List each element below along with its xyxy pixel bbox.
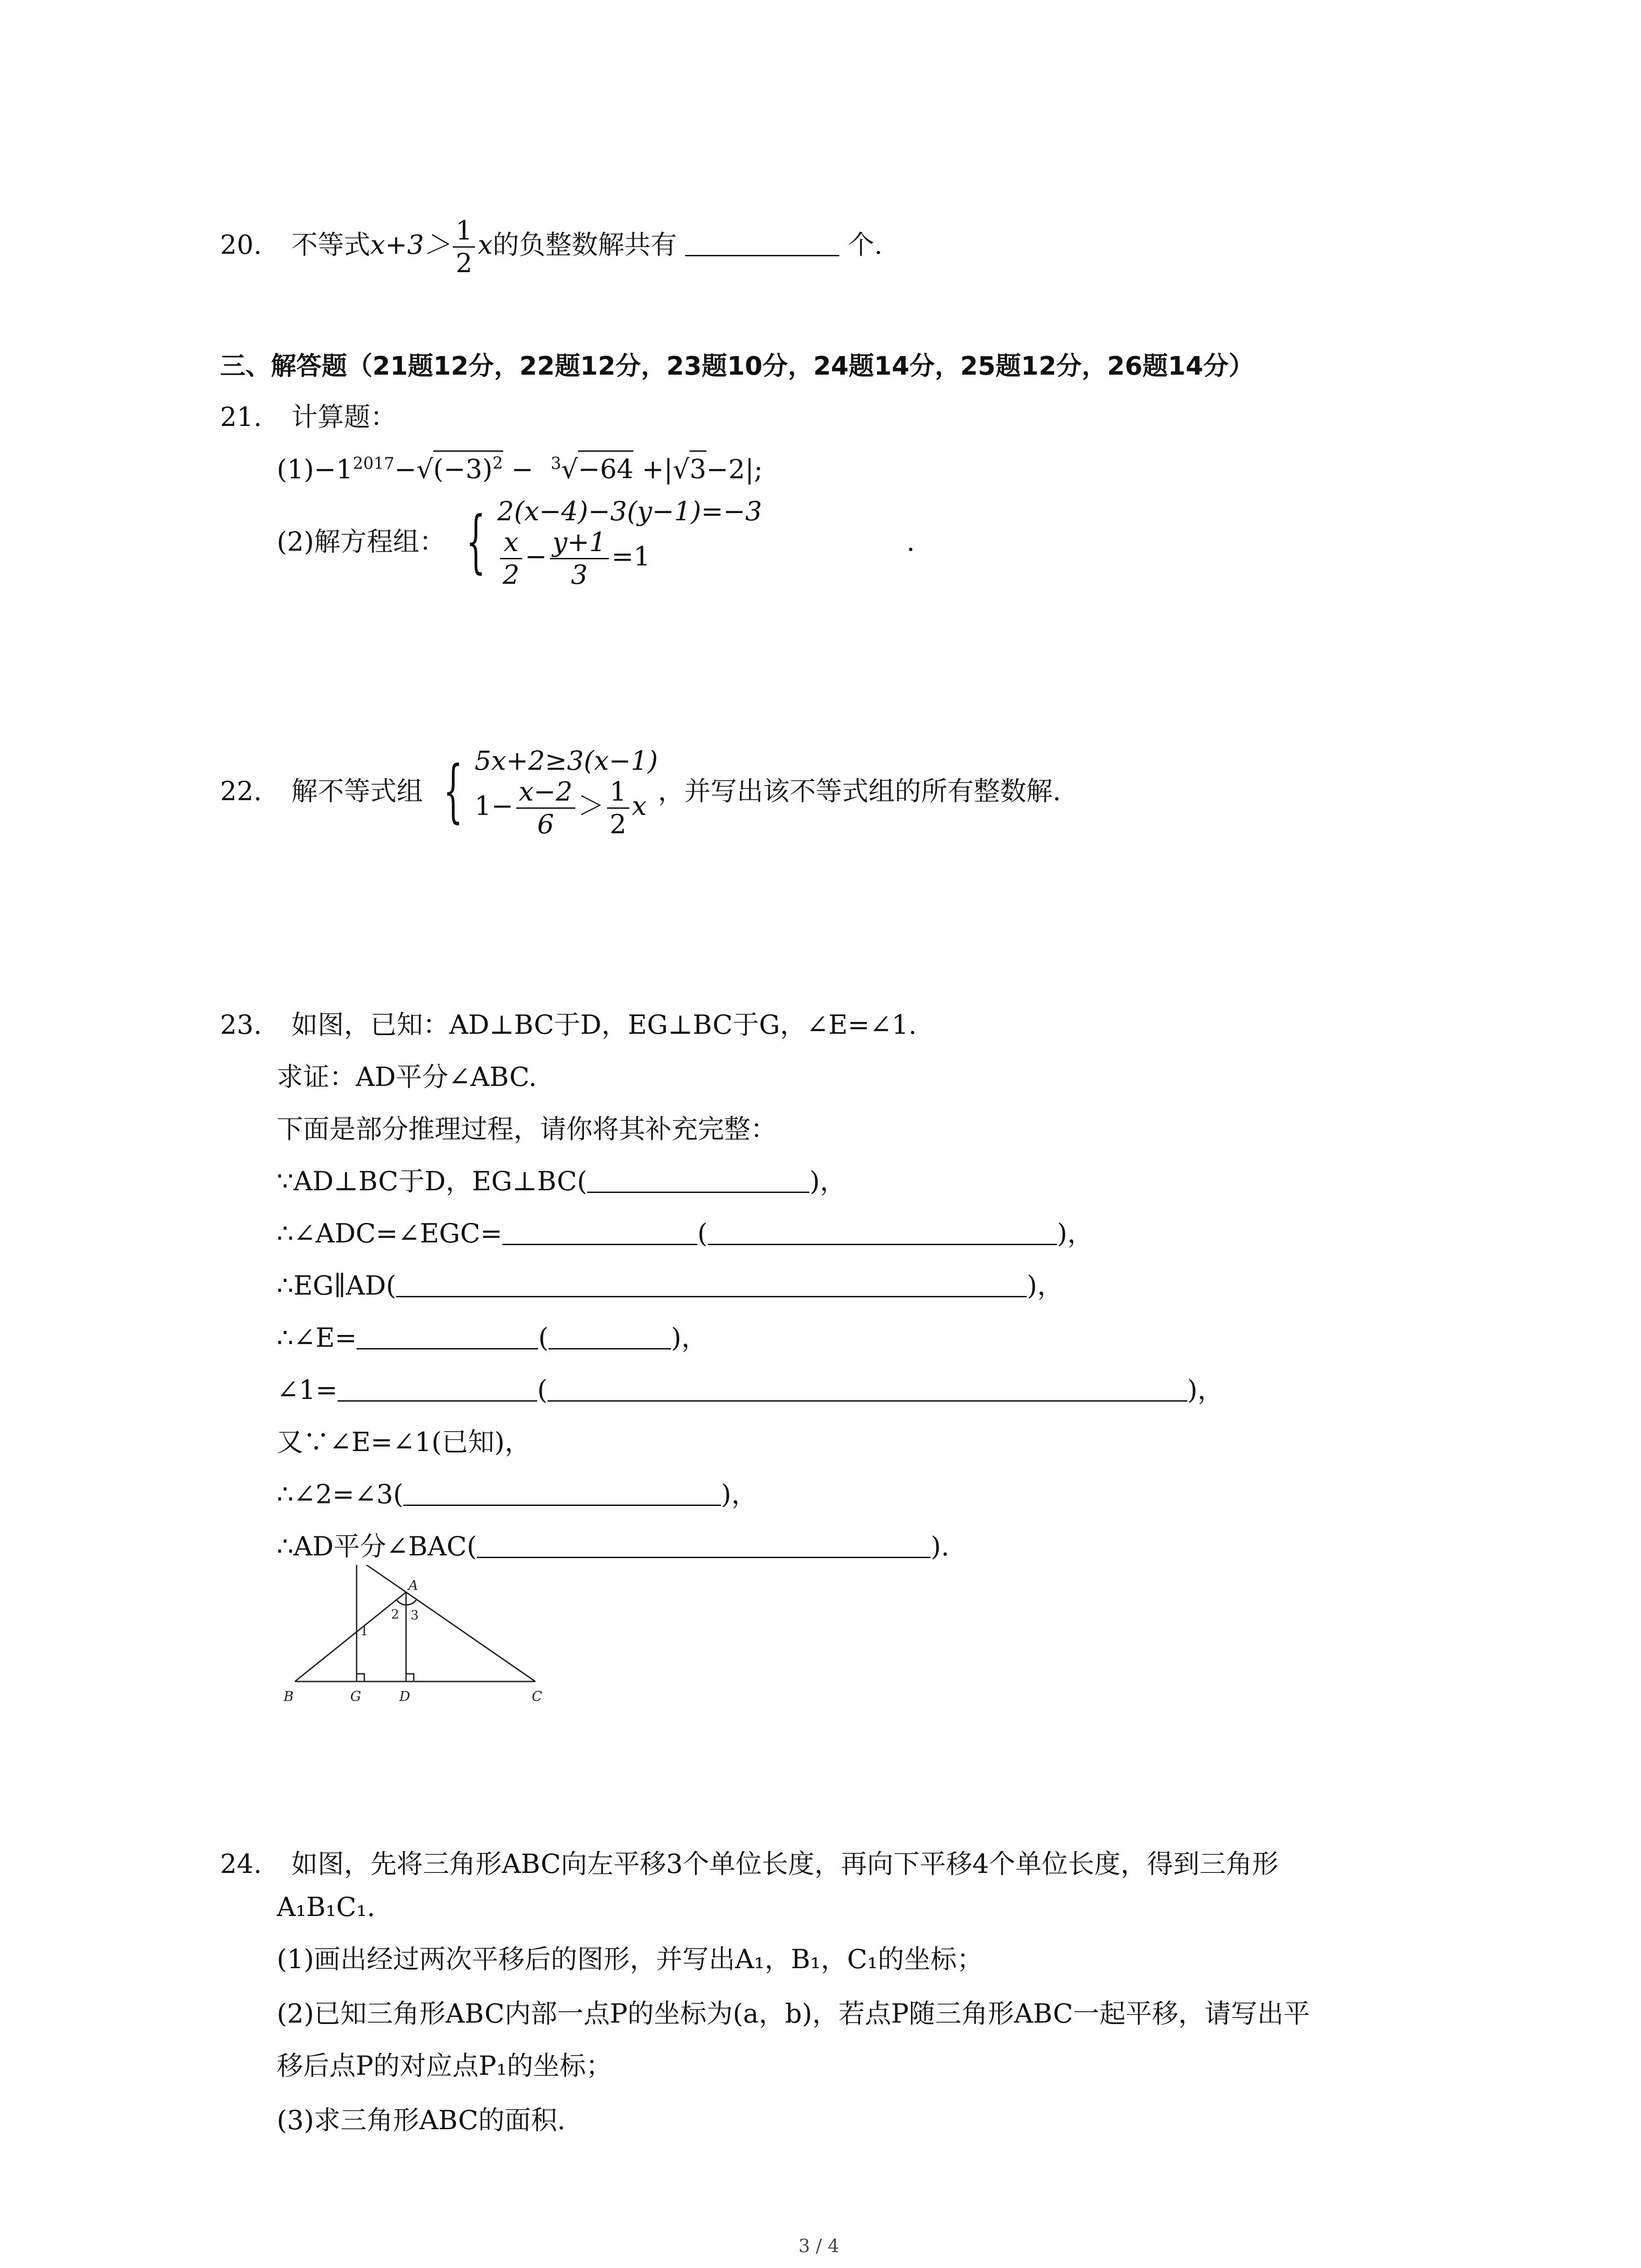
sqrt-symbol-2: √	[672, 454, 690, 485]
q21-p1-abs-open: +|	[642, 454, 673, 485]
page-number: 3 / 4	[798, 2236, 839, 2257]
q23-blank1[interactable]	[587, 1169, 809, 1193]
section3-heading: 三、解答题（21题12分，22题12分，23题10分，24题14分，25题12分，26题14分）	[220, 352, 1254, 381]
q21-p2-label: (2)解方程组：	[277, 526, 446, 557]
q24-line1	[220, 1848, 1279, 1879]
angle-arc-2	[397, 1600, 406, 1605]
q23-step2: ∴∠ADC=∠EGC= ( )，	[277, 1218, 1094, 1249]
q21-title: 计算题：	[291, 401, 397, 432]
q23-step3: ∴EG∥AD( )，	[277, 1270, 1064, 1301]
q22-post: ，并写出该不等式组的所有整数解.	[658, 776, 1061, 807]
q21-p1-minus1: −	[394, 454, 416, 485]
q23-line3: 下面是部分推理过程，请你将其补充完整：	[277, 1114, 777, 1144]
q21-system	[497, 494, 762, 589]
q21-p1-tail: −2|;	[706, 454, 763, 485]
segment-ba	[295, 1592, 406, 1681]
q23-step8: ∴AD平分∠BAC( ).	[277, 1531, 950, 1562]
label-angle3: 3	[411, 1608, 419, 1623]
label-angle1: 1	[360, 1623, 368, 1638]
q21-eq2: $\frac{x}{2}$ − $\frac{y+1}{3}$ =1	[497, 528, 762, 589]
q20-lhs: x+3＞	[370, 229, 451, 260]
q23-line2: 求证：AD平分∠ABC.	[277, 1061, 537, 1092]
q22-eq1: 5x+2≥3(x−1)	[475, 745, 658, 776]
segment-ea	[357, 1565, 406, 1592]
q24-part1: (1)画出经过两次平移后的图形，并写出A₁，B₁，C₁的坐标；	[277, 1944, 983, 1975]
q21-number: 21.	[220, 401, 262, 432]
q21-p1-label: (1)	[277, 454, 314, 485]
q21-p1-radicand1: $(-3)^2$	[433, 450, 503, 484]
cube-root-index: 3	[551, 455, 561, 473]
q23-step5: ∠1= ( )，	[277, 1374, 1224, 1405]
q23-blank3[interactable]	[708, 1221, 1057, 1245]
q23-blank9[interactable]	[403, 1482, 721, 1506]
q20-number: 20.	[220, 229, 262, 260]
q24-part2a: (2)已知三角形ABC内部一点P的坐标为(a，b)，若点P随三角形ABC一起平移，请写出平	[277, 1998, 1310, 2029]
q23-blank7[interactable]	[338, 1378, 537, 1402]
q23-given: 如图，已知：AD⊥BC于D，EG⊥BC于G，∠E=∠1.	[291, 1009, 917, 1040]
q22-brace: {	[443, 752, 463, 831]
q20-line	[220, 217, 882, 277]
segment-ac	[406, 1592, 535, 1681]
q24-part2b: 移后点P的对应点P₁的坐标；	[277, 2050, 612, 2081]
q22-eq2: 1− $\frac{x-2}{6}$ ＞ $\frac{1}{2}$ x	[475, 776, 647, 840]
q21-p1-minus2: −	[511, 454, 534, 485]
q21-p1-radicand3: 3	[690, 450, 706, 484]
label-b: B	[284, 1689, 294, 1705]
q21-p2-end: .	[906, 526, 915, 557]
q20-var: x	[478, 229, 493, 260]
q21-p1-exponent: 2017	[353, 455, 395, 473]
q23-figure	[272, 1565, 554, 1728]
q23-blank10[interactable]	[477, 1534, 931, 1558]
label-c: C	[532, 1689, 542, 1705]
q24-line2: A₁B₁C₁.	[277, 1892, 376, 1922]
q21-p1-radicand2: −64	[578, 450, 633, 484]
q23-step4: ∴∠E= ( )，	[277, 1322, 708, 1353]
q22-system	[475, 744, 658, 838]
q20-post: 的负整数解共有	[492, 229, 677, 260]
system-brace: {	[465, 502, 485, 582]
q23-blank4[interactable]	[396, 1273, 1027, 1297]
q22-line	[220, 744, 1061, 838]
q23-blank2[interactable]	[502, 1221, 697, 1245]
q20-end: 个.	[847, 229, 883, 260]
q20-answer-blank[interactable]	[685, 232, 839, 256]
label-g: G	[350, 1689, 361, 1705]
q24-part3: (3)求三角形ABC的面积.	[277, 2105, 566, 2136]
label-d: D	[399, 1689, 411, 1705]
cube-root-symbol: √	[561, 454, 578, 485]
q22-pre: 解不等式组	[291, 776, 423, 807]
q23-blank5[interactable]	[357, 1325, 538, 1349]
q23-step6: 又∵∠E=∠1(已知)，	[277, 1427, 531, 1457]
label-a: A	[408, 1578, 418, 1593]
q21-part1	[277, 454, 763, 485]
q23-blank6[interactable]	[549, 1325, 671, 1349]
q23-step7: ∴∠2=∠3( )，	[277, 1479, 758, 1510]
q23-step1: ∵AD⊥BC于D，EG⊥BC( )，	[277, 1166, 846, 1197]
sqrt-symbol: √	[416, 454, 433, 485]
q23-line1	[220, 1009, 917, 1040]
label-angle2: 2	[391, 1607, 399, 1622]
q21-part2	[277, 494, 915, 589]
q23-blank8[interactable]	[548, 1378, 1187, 1402]
right-angle-d	[406, 1674, 414, 1681]
q21-title-line	[220, 401, 397, 432]
q21-p1-term1: −1	[314, 454, 353, 485]
q20-pre: 不等式	[291, 229, 371, 260]
q21-eq1: 2(x−4)−3(y−1)=−3	[497, 496, 762, 527]
q20-fraction: $\frac{1}{2}$	[453, 217, 475, 277]
q24-number: 24.	[220, 1848, 262, 1879]
q23-number: 23.	[220, 1009, 262, 1040]
q24-text: 如图，先将三角形ABC向左平移3个单位长度，再向下平移4个单位长度，得到三角形	[291, 1848, 1279, 1879]
right-angle-g	[357, 1674, 364, 1681]
angle-arc-3	[406, 1599, 416, 1605]
q22-number: 22.	[220, 776, 262, 807]
